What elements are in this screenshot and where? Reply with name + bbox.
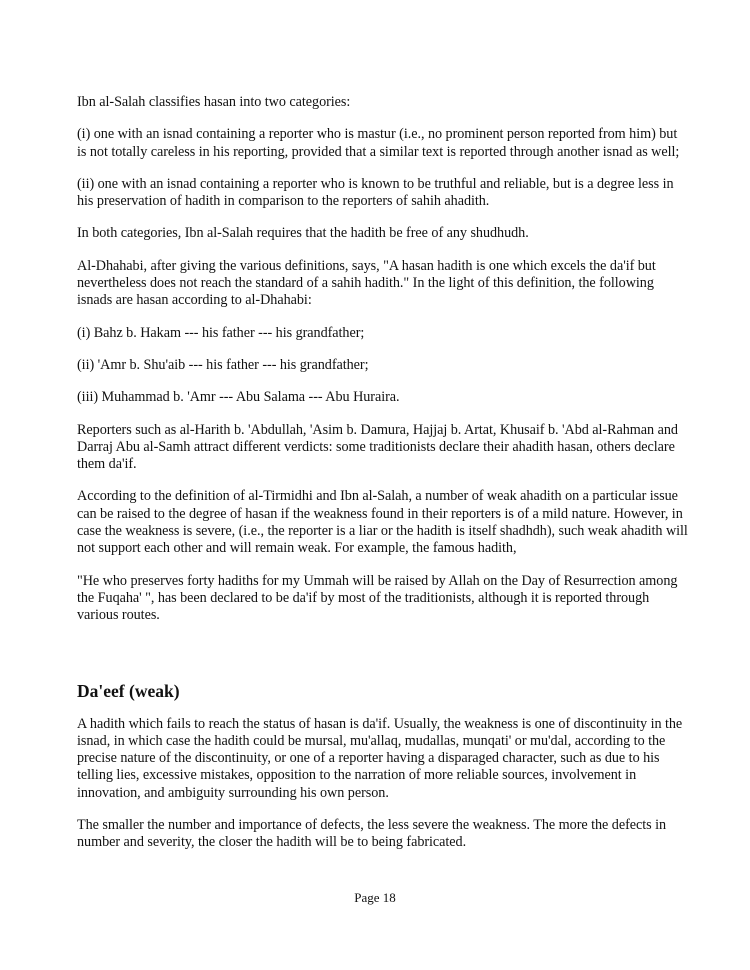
paragraph-tirmidhi-definition: According to the definition of al-Tirmidhi and Ibn al-Salah, a number of weak ahadith on a particular issue can be raised to the degree of hasan if the weakness found in their reporters is of a mild nature. However, in case the weakness is severe, (i.e., the reporter is a liar or the hadith is itself shadhdh), such weak ahadith will not support each other and will remain weak. For example, the famous hadith, (77, 488, 688, 557)
paragraph-al-dhahabi: Al-Dhahabi, after giving the various definitions, says, "A hasan hadith is one which excels the da'if but nevertheless does not reach the standard of a sahih hadith." In the light of this definition, the following isnads are hasan according to al-Dhahabi: (77, 257, 656, 309)
page-number: Page 18 (354, 890, 396, 905)
section-heading-daeef: Da'eef (weak) (77, 680, 180, 701)
section-spacer (77, 640, 689, 680)
paragraph-forty-hadiths: "He who preserves forty hadiths for my Ummah will be raised by Allah on the Day of Resurrection among the Fuqaha' ", has been declared to be da'if by most of the traditionists, although it is reported through various routes. (77, 572, 678, 624)
isnad-item-3: (iii) Muhammad b. 'Amr --- Abu Salama --- Abu Huraira. (77, 389, 400, 406)
isnad-item-2: (ii) 'Amr b. Shu'aib --- his father --- his grandfather; (77, 356, 369, 373)
paragraph-intro: Ibn al-Salah classifies hasan into two categories: (77, 94, 351, 110)
paragraph-category-two: (ii) one with an isnad containing a reporter who is known to be truthful and reliable, but is a degree less in his preservation of hadith in comparison to the reporters of sahih ahadith. (77, 175, 674, 210)
paragraph-shudhudh: In both categories, Ibn al-Salah requires that the hadith be free of any shudhudh. (77, 225, 529, 242)
paragraph-daif-definition: A hadith which fails to reach the status of hasan is da'if. Usually, the weakness is one of discontinuity in the isnad, in which case the hadith could be mursal, mu'allaq, mudallas, munqati' or mu'dal, according to the precise nature of the discontinuity, or one of a reporter having a disparaged character, such as due to his telling lies, excessive mistakes, opposition to the narration of more reliable sources, involvement in innovation, and ambiguity surrounding his own person. (77, 715, 683, 801)
paragraph-reporters: Reporters such as al-Harith b. 'Abdullah, 'Asim b. Damura, Hajjaj b. Artat, Khusaif b. 'Abd al-Rahman and Darraj Abu al-Samh attract different verdicts: some traditionists declare their ahadith hasan, others declare them da'if. (77, 421, 678, 473)
document-page (77, 94, 689, 867)
paragraph-defects: The smaller the number and importance of defects, the less severe the weakness. The more the defects in number and severity, the closer the hadith will be to being fabricated. (77, 817, 667, 851)
isnad-item-1: (i) Bahz b. Hakam --- his father --- his grandfather; (77, 324, 365, 341)
paragraph-category-one: (i) one with an isnad containing a reporter who is mastur (i.e., no prominent person reported from him) but is not totally careless in his reporting, provided that a similar text is reported through another isnad as well; (77, 126, 680, 160)
